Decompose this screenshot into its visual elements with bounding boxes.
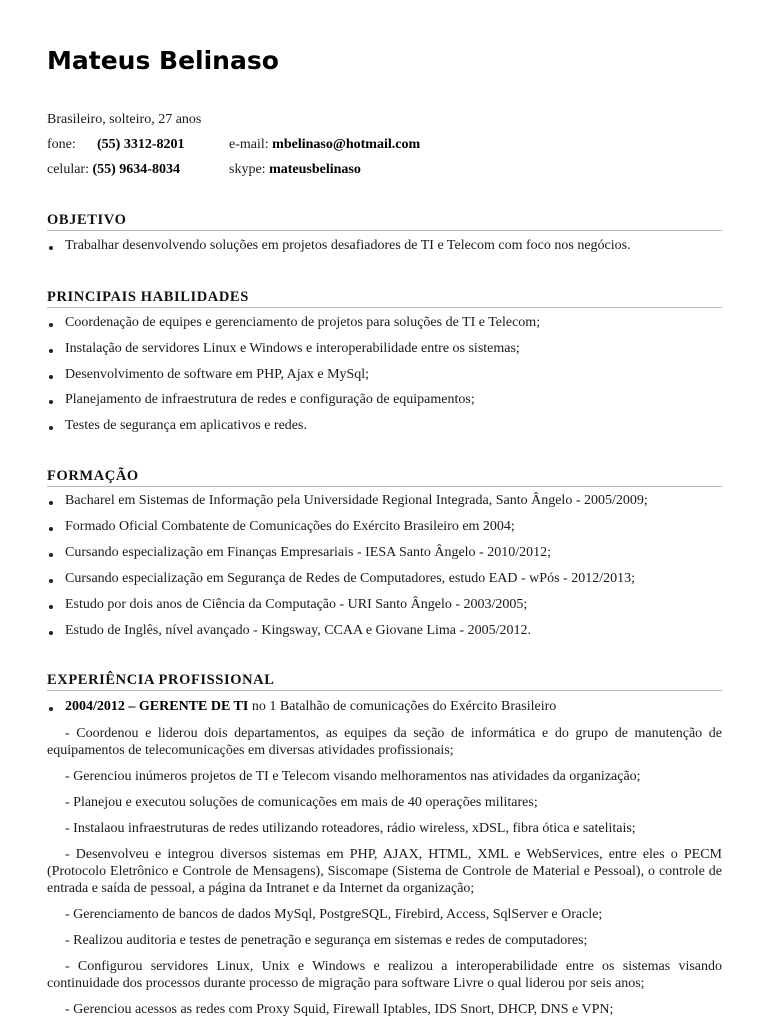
- list-item: Trabalhar desenvolvendo soluções em projetos desafiadores de TI e Telecom com foco nos negócios.: [47, 238, 722, 254]
- list-item: Desenvolvimento de software em PHP, Ajax e MySql;: [47, 367, 722, 392]
- job-heading: [47, 699, 556, 715]
- mobile-label: celular:: [47, 162, 89, 177]
- habilidades-list: [47, 315, 722, 444]
- phone-row: [47, 137, 185, 153]
- experience-item: - Gerenciou acessos as redes com Proxy Squid, Firewall Iptables, IDS Snort, DHCP, DNS e VPN;: [65, 1002, 614, 1017]
- experience-item: - Configurou servidores Linux, Unix e Windows e realizou a interoperabilidade entre os sistemas visando continuidade dos processos durante processo de migração para software Livre o qual liderou por seis anos;: [47, 959, 722, 991]
- list-item: Cursando especialização em Segurança de Redes de Computadores, estudo EAD - wPós - 2012/2013;: [47, 571, 722, 597]
- experience-item: - Desenvolveu e integrou diversos sistemas em PHP, AJAX, HTML, XML e WebServices, entre eles o PECM (Protocolo Eletrônico e Controle de Mensagens), Siscomape (Sistema de Controle de Material e Pessoal), o controle de entrada e saída de pessoal, a página da Intranet e da Internet da organização;: [47, 847, 722, 896]
- skype-value: mateusbelinaso: [269, 162, 361, 177]
- email-row: [229, 137, 420, 153]
- experience-item: - Planejou e executou soluções de comunicações em mais de 40 operações militares;: [65, 795, 538, 810]
- phone-label: fone:: [47, 137, 76, 152]
- personal-summary: Brasileiro, solteiro, 27 anos: [47, 112, 202, 127]
- list-item: Estudo de Inglês, nível avançado - Kingsway, CCAA e Giovane Lima - 2005/2012.: [47, 623, 722, 649]
- experience-item: - Coordenou e liderou dois departamentos, as equipes da seção de informática e do grupo de manutenção de equipamentos de telecomunicações em diversas atividades profissionais;: [47, 726, 722, 758]
- list-item: Cursando especialização em Finanças Empresariais - IESA Santo Ângelo - 2010/2012;: [47, 545, 722, 571]
- phone-value: (55) 3312-8201: [97, 137, 185, 152]
- experience-item: - Gerenciamento de bancos de dados MySql, PostgreSQL, Firebird, Access, SqlServer e Oracle;: [65, 907, 603, 922]
- objetivo-list: [47, 238, 722, 254]
- list-item: Instalação de servidores Linux e Windows e interoperabilidade entre os sistemas;: [47, 341, 722, 367]
- experience-item: - Instalaou infraestruturas de redes utilizando roteadores, rádio wireless, xDSL, fibra ótica e satelitais;: [65, 821, 636, 836]
- email-label: e-mail:: [229, 137, 269, 152]
- experience-item: - Realizou auditoria e testes de penetração e segurança em sistemas e redes de computadores;: [65, 933, 588, 948]
- skype-row: [229, 162, 361, 178]
- list-item: Estudo por dois anos de Ciência da Computação - URI Santo Ângelo - 2003/2005;: [47, 597, 722, 623]
- section-title-formacao: FORMAÇÃO: [47, 468, 722, 487]
- experience-item: - Gerenciou inúmeros projetos de TI e Telecom visando melhoramentos nas atividades da organização;: [65, 769, 641, 784]
- mobile-value: (55) 9634-8034: [92, 162, 180, 177]
- skype-label: skype:: [229, 162, 266, 177]
- email-value[interactable]: mbelinaso@hotmail.com: [272, 137, 421, 152]
- job-title: 2004/2012 – GERENTE DE TI: [65, 699, 249, 714]
- list-item: Planejamento de infraestrutura de redes e configuração de equipamentos;: [47, 392, 722, 418]
- section-title-habilidades: PRINCIPAIS HABILIDADES: [47, 289, 722, 308]
- formacao-list: [47, 493, 722, 649]
- job-organization: no 1 Batalhão de comunicações do Exército Brasileiro: [248, 699, 557, 714]
- candidate-name: Mateus Belinaso: [47, 46, 279, 75]
- section-title-experiencia: EXPERIÊNCIA PROFISSIONAL: [47, 672, 722, 691]
- list-item: Formado Oficial Combatente de Comunicações do Exército Brasileiro em 2004;: [47, 519, 722, 545]
- mobile-row: [47, 162, 180, 178]
- section-title-objetivo: OBJETIVO: [47, 212, 722, 231]
- list-item: Testes de segurança em aplicativos e redes.: [47, 418, 722, 444]
- list-item: Bacharel em Sistemas de Informação pela Universidade Regional Integrada, Santo Ângelo - 2005/2009;: [47, 493, 722, 519]
- list-item: Coordenação de equipes e gerenciamento de projetos para soluções de TI e Telecom;: [47, 315, 722, 341]
